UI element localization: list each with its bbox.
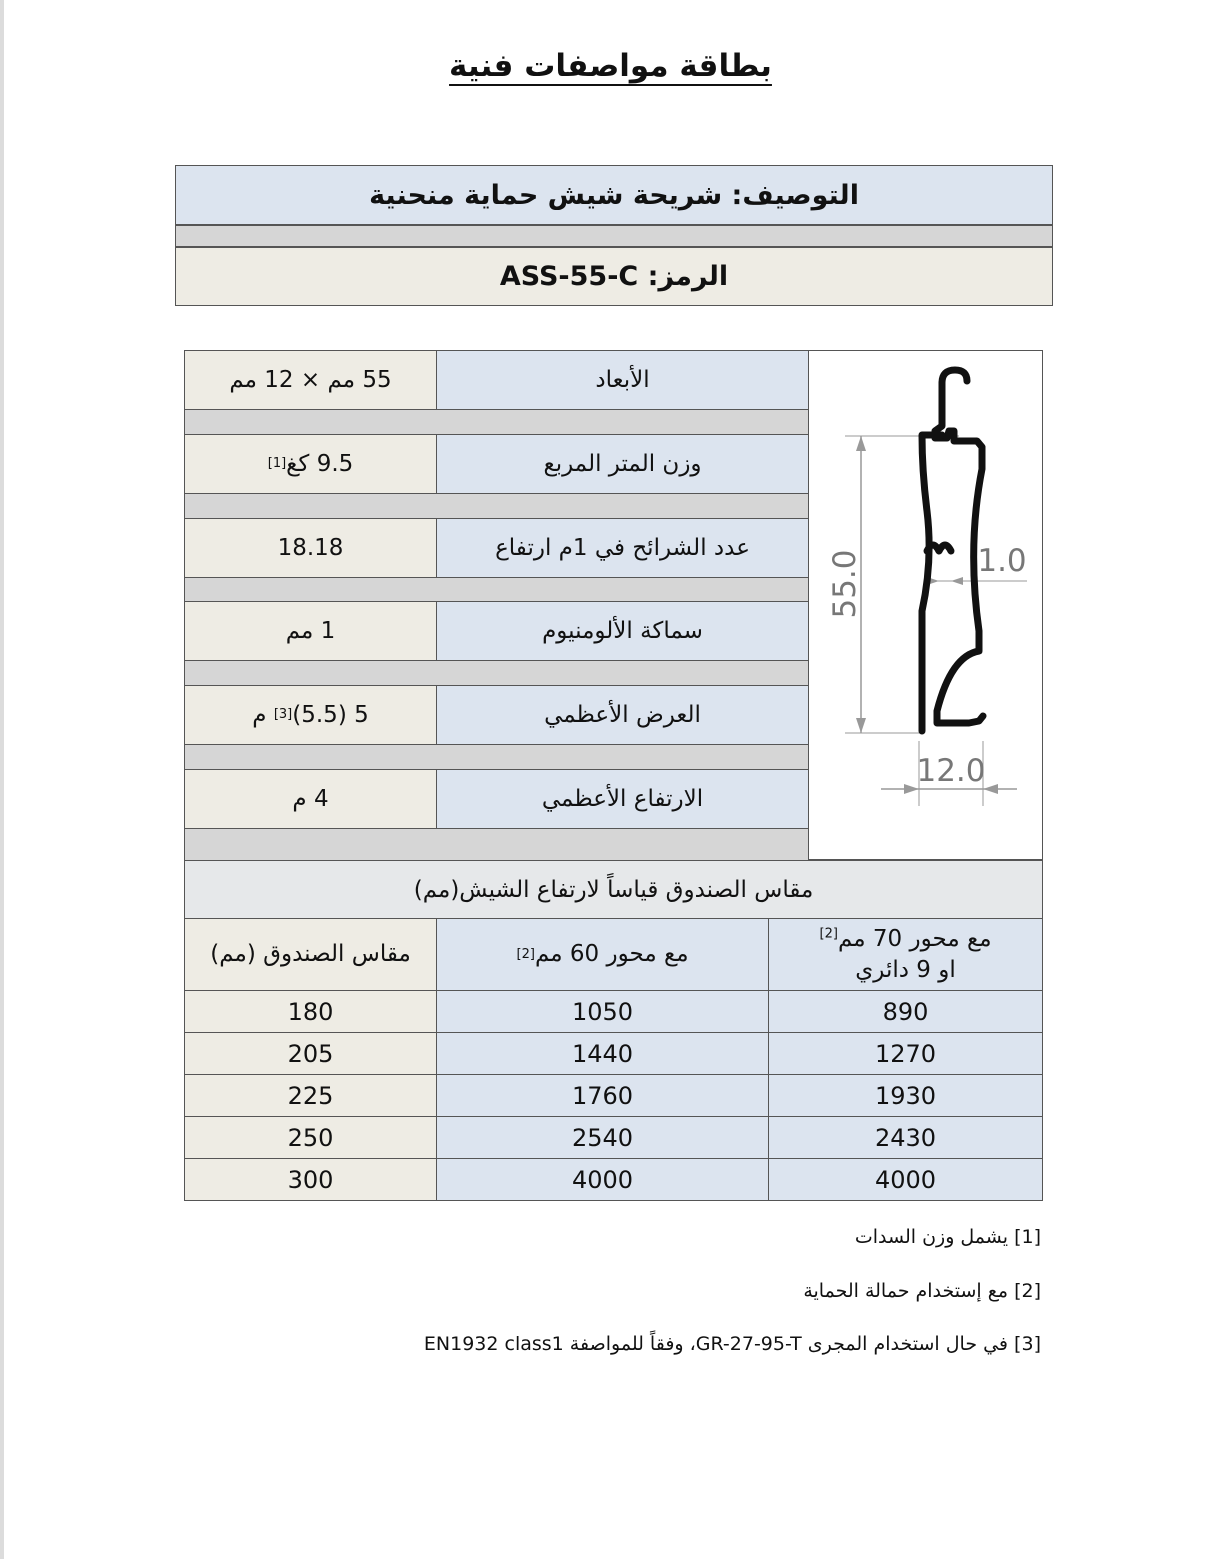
table-cell-axis60: 4000 [436,1158,769,1201]
spec-label-slat-count: عدد الشرائح في 1م ارتفاع [436,518,809,578]
slat-profile [922,370,983,731]
description-row [175,165,1053,225]
profile-svg [809,351,1044,861]
max-width-value: 5 (5.5) [292,702,369,728]
footnote-3: [3] في حال استخدام المجرى GR-27-95-T، وفقاً للمواصفة EN1932 class1 [423,1333,1041,1355]
spec-value-slat-count: 18.18 [184,518,437,578]
code-label: الرمز: [647,261,729,292]
spec-value-max-height: 4 م [184,769,437,829]
footnote-1: [1] يشمل وزن السدات [854,1226,1041,1248]
table-cell-box: 250 [184,1116,437,1159]
axis-70-sublabel: او 9 دائري [855,956,956,983]
spec-label-max-width: العرض الأعظمي [436,685,809,745]
spec-label-dimensions: الأبعاد [436,350,809,410]
height-label: 55.0 [827,549,863,619]
arrow-icon [951,577,963,585]
spec-label-max-height: الارتفاع الأعظمي [436,769,809,829]
page-title: بطاقة مواصفات فنية [449,48,772,84]
col-header-axis-60: مع محور 60 مم [2] [436,918,769,991]
thickness-label: 1.0 [977,543,1027,579]
axis-70-label: مع محور 70 مم [837,925,992,952]
arrow-up-icon [856,436,866,451]
spec-gap [184,828,809,861]
col-header-box-size: مقاس الصندوق (مم) [184,918,437,991]
table-cell-box: 225 [184,1074,437,1117]
footnote-2: [2] مع إستخدام حمالة الحماية [803,1280,1041,1302]
spec-value-thickness: 1 مم [184,601,437,661]
table-cell-box: 300 [184,1158,437,1201]
code-row [175,247,1053,306]
profile-drawing [808,350,1043,860]
code-value: ASS-55-C [499,261,639,292]
spec-label-thickness: سماكة الألومنيوم [436,601,809,661]
spec-value-max-width: 5 (5.5) [3] م [184,685,437,745]
axis-70-ref: [2] [819,925,838,941]
spec-gap [184,660,809,686]
spec-label-weight: وزن المتر المربع [436,434,809,494]
table-cell-box: 205 [184,1032,437,1075]
table-cell-box: 180 [184,990,437,1033]
page-edge [0,0,4,1559]
axis-60-label: مع محور 60 مم [534,941,689,967]
spec-value-weight: 9.5 كغ [1] [184,434,437,494]
table-cell-axis70: 1270 [768,1032,1043,1075]
spec-value-dimensions: 55 مم × 12 مم [184,350,437,410]
weight-value: 9.5 كغ [286,451,354,477]
table-cell-axis70: 1930 [768,1074,1043,1117]
spec-gap [184,744,809,770]
table-cell-axis60: 2540 [436,1116,769,1159]
table-cell-axis60: 1760 [436,1074,769,1117]
spec-gap [184,409,809,435]
table-cell-axis70: 4000 [768,1158,1043,1201]
max-width-unit: م [252,702,267,728]
table-cell-axis70: 2430 [768,1116,1043,1159]
table-cell-axis70: 890 [768,990,1043,1033]
box-table-title: مقاس الصندوق قياساً لارتفاع الشيش(مم) [184,860,1043,919]
spec-gap [184,493,809,519]
table-cell-axis60: 1050 [436,990,769,1033]
arrow-down-icon [856,718,866,733]
spec-gap [184,577,809,603]
col-header-axis-70 [768,918,1043,991]
table-cell-axis60: 1440 [436,1032,769,1075]
description-text: التوصيف: شريحة شيش حماية منحنية [369,179,859,211]
header-gap [175,225,1053,247]
width-label: 12.0 [916,753,986,789]
